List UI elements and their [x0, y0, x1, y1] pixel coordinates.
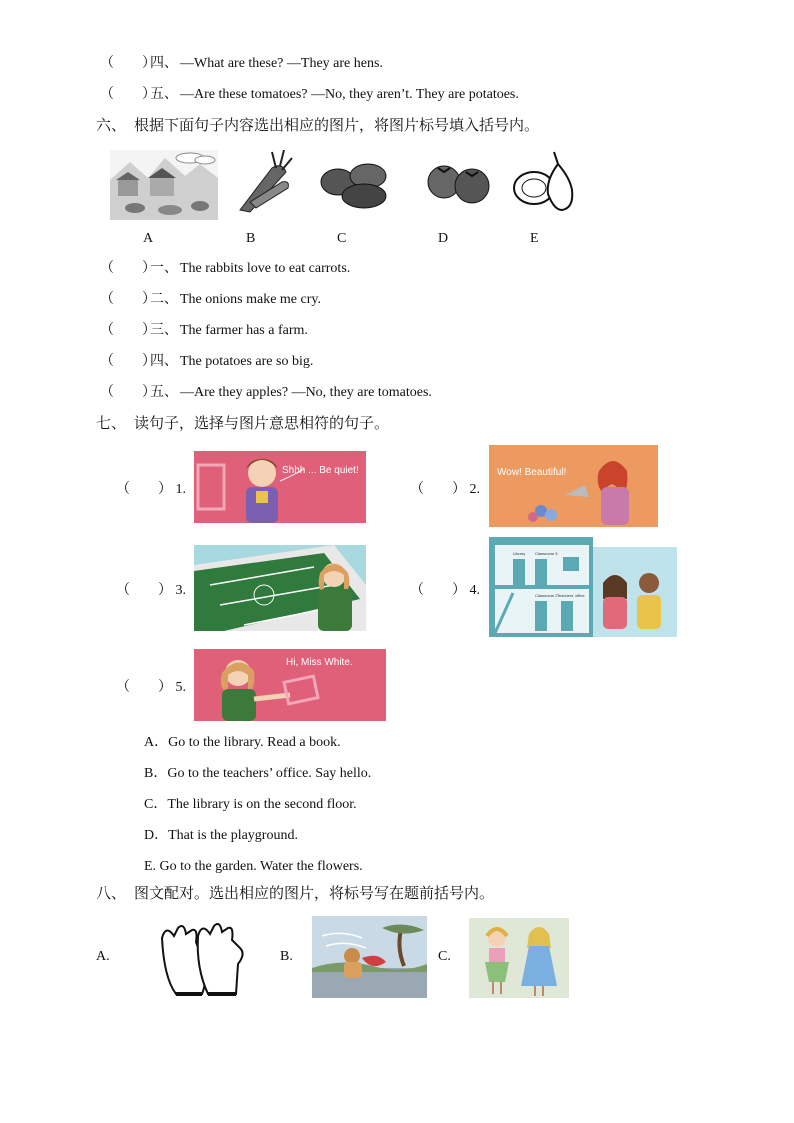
speech-bubble: Wow! Beautiful! [497, 467, 567, 478]
teachers-office-sign: Teachers' office [557, 593, 585, 598]
answer-paren[interactable]: （ ） [100, 261, 156, 276]
picture-label-c: C [337, 231, 347, 246]
scene-2-image [489, 445, 658, 527]
gloves-icon [152, 918, 252, 998]
answer-paren[interactable]: （ ） [100, 87, 156, 102]
picture-label-a: A [143, 231, 154, 246]
speech-bubble: Shhh ... Be quiet! [282, 465, 359, 476]
section-8-heading: 八、 图文配对。选出相应的图片，将标号写在题前括号内。 [96, 886, 495, 902]
picture-label-d: D [438, 231, 449, 246]
speech-bubble: Hi, Miss White. [286, 657, 353, 668]
section-6-item-5: （ ）五、 —Are they apples? —No, they are tomatoes. [100, 385, 432, 400]
scene-1-question: （ ） 1. [116, 482, 186, 497]
option-b: B．Go to the teachers’ office. Say hello. [144, 766, 372, 781]
library-sign: Library [513, 551, 526, 556]
top-item-5: （ ）五、 —Are these tomatoes? —No, they aren’t. They are potatoes. [100, 87, 519, 102]
scene-3-image [194, 545, 366, 631]
answer-paren[interactable]: （ ） [116, 583, 172, 598]
section-6-item-2: （ ）二、 The onions make me cry. [100, 292, 321, 307]
scene-3-question: （ ） 3. [116, 583, 186, 598]
picture-label-c: C. [438, 949, 451, 964]
answer-paren[interactable]: （ ） [100, 354, 156, 369]
top-item-4: （ ）四、 —What are these? —They are hens. [100, 56, 383, 71]
potato-icon [318, 160, 396, 210]
answer-paren[interactable]: （ ） [100, 292, 156, 307]
scene-4-question: （ ） 4. [410, 583, 480, 598]
section-6-heading: 六、 根据下面句子内容选出相应的图片，将图片标号填入括号内。 [96, 118, 540, 134]
section-6-item-1: （ ）一、 The rabbits love to eat carrots. [100, 261, 351, 276]
scene-2-question: （ ） 2. [410, 482, 480, 497]
scene-5-image [194, 649, 386, 721]
classroom-3-sign: Classroom 3 [535, 551, 558, 556]
answer-paren[interactable]: （ ） [410, 583, 466, 598]
farm-icon [110, 150, 218, 220]
windy-day-icon [312, 916, 427, 998]
picture-label-b: B [246, 231, 256, 246]
option-a: A．Go to the library. Read a book. [144, 735, 341, 750]
answer-paren[interactable]: （ ） [100, 56, 156, 71]
carrot-icon [232, 150, 294, 216]
answer-paren[interactable]: （ ） [116, 482, 172, 497]
section-6-item-4: （ ）四、 The potatoes are so big. [100, 354, 314, 369]
two-girls-icon [469, 918, 569, 998]
tomato-icon [426, 160, 492, 206]
answer-paren[interactable]: （ ） [410, 482, 466, 497]
scene-1-image [194, 451, 366, 523]
option-e: E. Go to the garden. Water the flowers. [144, 859, 363, 874]
scene-5-question: （ ） 5. [116, 680, 186, 695]
scene-4-image [489, 537, 677, 637]
picture-label-b: B. [280, 949, 293, 964]
answer-paren[interactable]: （ ） [100, 323, 156, 338]
option-d: D．That is the playground. [144, 828, 298, 843]
section-7-heading: 七、 读句子，选择与图片意思相符的句子。 [96, 416, 390, 432]
picture-label-e: E [530, 231, 539, 246]
picture-label-a: A. [96, 949, 110, 964]
option-c: C．The library is on the second floor. [144, 797, 357, 812]
classroom-2-sign: Classroom 2 [535, 593, 558, 598]
answer-paren[interactable]: （ ） [116, 680, 172, 695]
section-6-item-3: （ ）三、 The farmer has a farm. [100, 323, 308, 338]
answer-paren[interactable]: （ ） [100, 385, 156, 400]
onion-icon [510, 150, 578, 216]
